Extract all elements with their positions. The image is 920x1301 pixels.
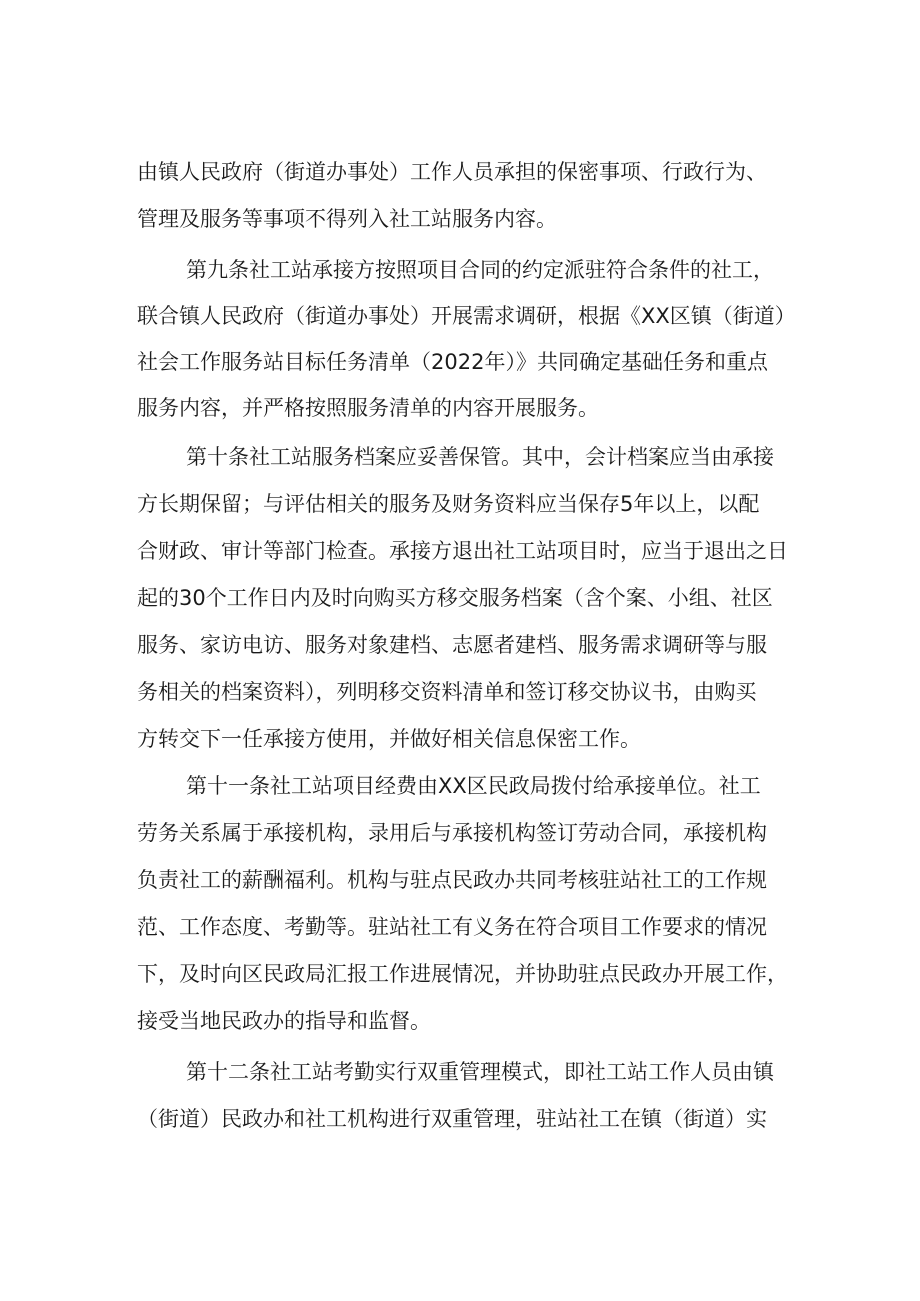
text-line: （街道）民政办和社工机构进行双重管理，驻站社工在镇（街道）实	[137, 1107, 767, 1131]
text-line: 联合镇人民政府（街道办事处）开展需求调研，根据《XX区镇（街道）	[137, 304, 796, 328]
text-line: 由镇人民政府（街道办事处）工作人员承担的保密事项、行政行为、	[137, 160, 767, 184]
text-line: 管理及服务等事项不得列入社工站服务内容。	[137, 207, 557, 231]
text-line: 劳务关系属于承接机构，录用后与承接机构签订劳动合同，承接机构	[137, 821, 767, 845]
text-line: 负责社工的薪酬福利。机构与驻点民政办共同考核驻站社工的工作规	[137, 868, 767, 892]
text-line: 务相关的档案资料），列明移交资料清单和签订移交协议书，由购买	[137, 680, 757, 704]
paragraph-article-9: 第九条社工站承接方按照项目合同的约定派驻符合条件的社工，	[186, 258, 774, 282]
text-line: 合财政、审计等部门检查。承接方退出社工站项目时，应当于退出之日	[137, 539, 788, 563]
text-line: 服务内容，并严格按照服务清单的内容开展服务。	[137, 396, 599, 420]
paragraph-article-11: 第十一条社工站项目经费由XX区民政局拨付给承接单位。社工	[186, 774, 761, 798]
text-line: 范、工作态度、考勤等。驻站社工有义务在符合项目工作要求的情况	[137, 915, 767, 939]
text-line: 方转交下一任承接方使用，并做好相关信息保密工作。	[137, 727, 641, 751]
text-line: 服务、家访电访、服务对象建档、志愿者建档、服务需求调研等与服	[137, 633, 767, 657]
text-line: 起的30个工作日内及时向购买方移交服务档案（含个案、小组、社区	[137, 586, 773, 610]
text-line: 方长期保留；与评估相关的服务及财务资料应当保存5年以上，以配	[137, 492, 760, 516]
paragraph-article-12: 第十二条社工站考勤实行双重管理模式，即社工站工作人员由镇	[186, 1060, 774, 1084]
text-line: 社会工作服务站目标任务清单（2022年）》共同确定基础任务和重点	[137, 350, 768, 374]
text-line: 接受当地民政办的指导和监督。	[137, 1009, 431, 1033]
text-line: 下，及时向区民政局汇报工作进展情况，并协助驻点民政办开展工作，	[137, 962, 788, 986]
paragraph-article-10: 第十条社工站服务档案应妥善保管。其中，会计档案应当由承接	[186, 445, 774, 469]
